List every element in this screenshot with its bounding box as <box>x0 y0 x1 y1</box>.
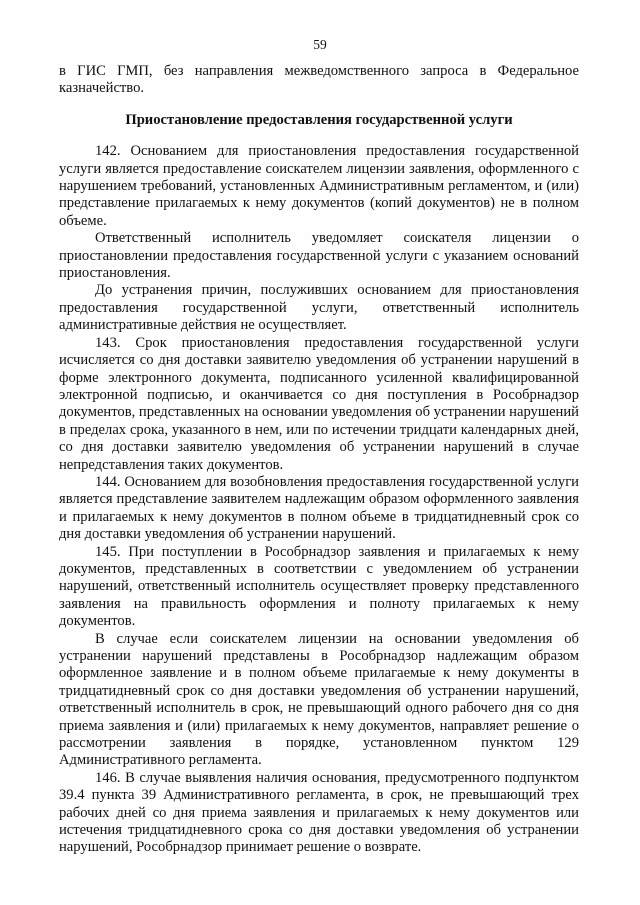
paragraph-144: 144. Основанием для возобновления предоставления государственной услуги является представление заявителем надлежащим образом оформленного заявления и прилагаемых к нему документов в полном объеме в тридцатидневный срок со дня доставки уведомления об устранении нарушений. <box>59 473 579 543</box>
paragraph-142-notice: Ответственный исполнитель уведомляет соискателя лицензии о приостановлении предоставления государственной услуги с указанием оснований приостановления. <box>59 230 579 282</box>
page-number: 59 <box>313 37 327 52</box>
paragraph-143: 143. Срок приостановления предоставления государственной услуги исчисляется со дня доставки заявителю уведомления об устранении нарушений в форме электронного документа, подписанного усиленной квалифицированной электронной подписью, и оканчивается со дня поступления в Рособрнадзор документов, представленных на основании уведомления об устранении нарушений в пределах срока, указанного в нем, или по истечении тридцати календарных дней, со дня доставки заявителю уведомления об устранении нарушений в случае непредставления таких документов. <box>59 334 579 473</box>
paragraph-142: 142. Основанием для приостановления предоставления государственной услуги является предоставление соискателем лицензии заявления, оформленного с нарушением требований, установленных Административным регламентом, и (или) представление прилагаемых к нему документов (копий документов) не в полном объеме. <box>59 143 579 229</box>
paragraph-146: 146. В случае выявления наличия основания, предусмотренного подпунктом 39.4 пункта 39 Административного регламента, в срок, не превышающий трех рабочих дней со дня приема заявления и прилагаемых к нему документов или истечения тридцатидневного срока со дня доставки уведомления об устранении нарушений, Рособрнадзор принимает решение о возврате. <box>59 769 579 856</box>
section-heading: Приостановление предоставления государственной услуги <box>125 111 513 128</box>
paragraph-continuation: в ГИС ГМП, без направления межведомственного запроса в Федеральное казначейство. <box>59 63 579 97</box>
paragraph-145-case: В случае если соискателем лицензии на основании уведомления об устранении нарушений представлены в Рособрнадзор надлежащим образом оформленное заявление и в полном объеме прилагаемые к нему документы в тридцатидневный срок со дня доставки уведомления об устранении нарушений, ответственный исполнитель в срок, не превышающий одного рабочего дня со дня приема заявления и (или) прилагаемых к нему документов, направляет решение о рассмотрении заявления в порядке, установленном пунктом 129 Административного регламента. <box>59 630 579 769</box>
paragraph-142-suspension: До устранения причин, послуживших основанием для приостановления предоставления государственной услуги, ответственный исполнитель административные действия не осуществляет. <box>59 282 579 334</box>
paragraph-145: 145. При поступлении в Рособрнадзор заявления и прилагаемых к нему документов, представленных в соответствии с уведомлением об устранении нарушений, ответственный исполнитель осуществляет проверку представленного заявления на правильность оформления и полноту прилагаемых к нему документов. <box>59 543 579 630</box>
page-body <box>59 63 579 857</box>
